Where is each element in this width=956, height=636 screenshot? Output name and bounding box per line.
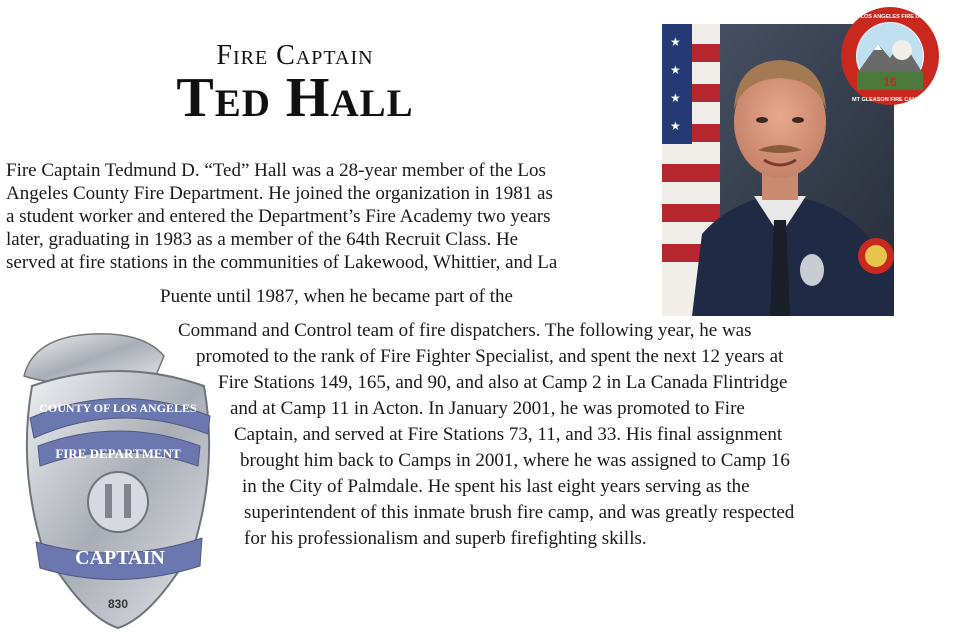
seal-text-top: COUNTY OF LOS ANGELES FIRE DEPARTMENT	[826, 14, 954, 20]
bio-line: Fire Captain Tedmund D. “Ted” Hall was a 28-year member of the Los	[6, 160, 546, 181]
bio-line: Captain, and served at Fire Stations 73, 11, and 33. His final assignment	[234, 424, 783, 445]
svg-text:★: ★	[670, 91, 681, 105]
bio-line: promoted to the rank of Fire Fighter Specialist, and spent the next 12 years at	[196, 346, 784, 367]
title-name: Ted Hall	[176, 67, 414, 129]
badge-department: FIRE DEPARTMENT	[55, 446, 181, 461]
svg-text:★: ★	[670, 119, 681, 133]
bio-line: superintendent of this inmate brush fire camp, and was greatly respected	[244, 502, 795, 523]
bio-line: brought him back to Camps in 2001, where he was assigned to Camp 16	[240, 450, 790, 471]
camp-16-seal	[826, 6, 954, 106]
svg-text:★: ★	[670, 63, 681, 77]
badge-county: COUNTY OF LOS ANGELES	[39, 401, 197, 415]
badge-rank: CAPTAIN	[75, 547, 165, 569]
badge-number: 830	[107, 597, 129, 611]
title-rank: Fire Captain	[216, 40, 374, 71]
bio-line: in the City of Palmdale. He spent his last eight years serving as the	[242, 476, 750, 497]
bio-line: Command and Control team of fire dispatchers. The following year, he was	[178, 320, 752, 341]
bio-line: later, graduating in 1983 as a member of the 64th Recruit Class. He	[6, 229, 519, 250]
bio-line: Angeles County Fire Department. He joined the organization in 1981 as	[6, 183, 553, 204]
seal-number: 16	[883, 75, 897, 89]
seal-text-bottom: MT GLEASON FIRE CAMP 16	[852, 97, 928, 103]
bio-line: and at Camp 11 in Acton. In January 2001, he was promoted to Fire	[230, 398, 745, 419]
bio-line: a student worker and entered the Department’s Fire Academy two years	[6, 206, 551, 227]
bio-line: served at fire stations in the communities of Lakewood, Whittier, and La	[6, 252, 558, 273]
bio-line: Puente until 1987, when he became part of the	[160, 286, 513, 307]
captain-badge	[4, 316, 232, 632]
svg-text:★: ★	[670, 35, 681, 49]
bio-line: for his professionalism and superb firefighting skills.	[244, 528, 647, 549]
bio-line: Fire Stations 149, 165, and 90, and also at Camp 2 in La Canada Flintridge	[218, 372, 788, 393]
